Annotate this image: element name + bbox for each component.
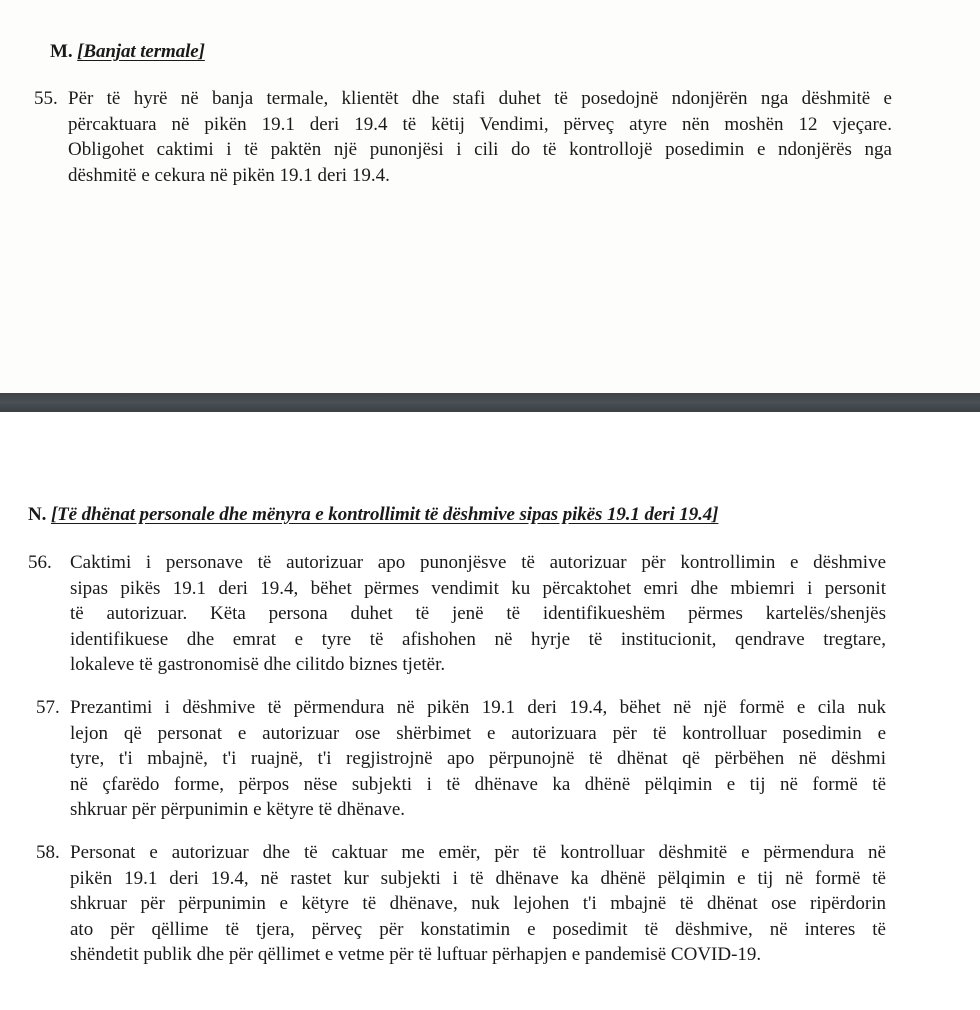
paragraph-line: dëshmitë e cekura në pikën 19.1 deri 19.4. [68, 164, 390, 186]
section-m-letter: M. [50, 41, 73, 62]
paragraph-line: shkruar për përpunimin e këtyre të dhënave. [70, 799, 406, 820]
paragraph-line: identifikuese dhe emrat e tyre të afishohen në hyrje të institucionit, qendrave tregtare, [70, 628, 886, 650]
paragraph-number: 58. [36, 842, 60, 863]
paragraph-number: 55. [34, 88, 58, 109]
paragraph-55 [34, 86, 892, 188]
paragraph-line: në çfarëdo forme, përpos nëse subjekti i të dhënave ka dhënë pëlqimin e tij në formë të [70, 773, 886, 795]
paragraph-57 [36, 695, 886, 823]
paragraph-line: përcaktuara në pikën 19.1 deri 19.4 të këtij Vendimi, përveç atyre nën moshën 12 vjeçare. [68, 113, 892, 135]
page-divider [0, 393, 980, 412]
section-m-title: [Banjat termale] [77, 41, 205, 62]
section-n-letter: N. [28, 504, 47, 525]
paragraph-line: pikën 19.1 deri 19.4, në rastet kur subjekti i të dhënave ka dhënë pëlqimin e tij në formë të [70, 867, 886, 889]
paragraph-number: 57. [36, 697, 60, 718]
paragraph-line: Caktimi i personave të autorizuar apo punonjësve të autorizuar për kontrollimin e dëshmive [70, 552, 886, 573]
paragraph-line: lokaleve të gastronomisë dhe cilitdo biznes tjetër. [70, 654, 446, 675]
section-m-heading [50, 41, 205, 63]
paragraph-line: shkruar për përpunimin e këtyre të dhënave, nuk lejohen t'i mbajnë të dhënat ose ripërdorin [70, 893, 886, 914]
paragraph-line: ato për qëllime të tjera, përveç për konstatimin e posedimit të dëshmive, në interes të [70, 918, 886, 940]
paragraph-number: 56. [28, 552, 52, 573]
paragraph-line: të autorizuar. Këta persona duhet të jenë të identifikueshëm përmes kartelës/shenjës [70, 603, 886, 624]
paragraph-line: Personat e autorizuar dhe të caktuar me emër, për të kontrolluar dëshmitë e përmendura në [70, 842, 886, 863]
paragraph-line: shëndetit publik dhe për qëllimet e vetme për të luftuar përhapjen e pandemisë COVID-19. [70, 944, 762, 965]
paragraph-line: lejon që personat e autorizuar ose shërbimet e autorizuara për të kontrolluar posedimin e [70, 722, 886, 744]
section-n-title: [Të dhënat personale dhe mënyra e kontrollimit të dëshmive sipas pikës 19.1 deri 19.4] [50, 504, 719, 525]
paragraph-line: tyre, t'i mbajnë, t'i ruajnë, t'i regjistrojnë apo përpunojnë të dhënat që përbëhen në dëshmi [70, 748, 886, 769]
paragraph-line: sipas pikës 19.1 deri 19.4, bëhet përmes vendimit ku përcaktohet emri dhe mbiemri i personit [70, 577, 886, 599]
paragraph-58 [36, 840, 886, 968]
paragraph-line: Për të hyrë në banja termale, klientët dhe stafi duhet të posedojnë ndonjërën nga dëshmitë e [68, 88, 892, 109]
paragraph-line: Obligohet caktimi i të paktën një punonjësi i cili do të kontrollojë posedimin e ndonjërës nga [68, 139, 892, 160]
section-n-heading [28, 504, 718, 526]
paragraph-56 [28, 550, 886, 678]
paragraph-line: Prezantimi i dëshmive të përmendura në pikën 19.1 deri 19.4, bëhet në një formë e cila nuk [70, 697, 886, 718]
